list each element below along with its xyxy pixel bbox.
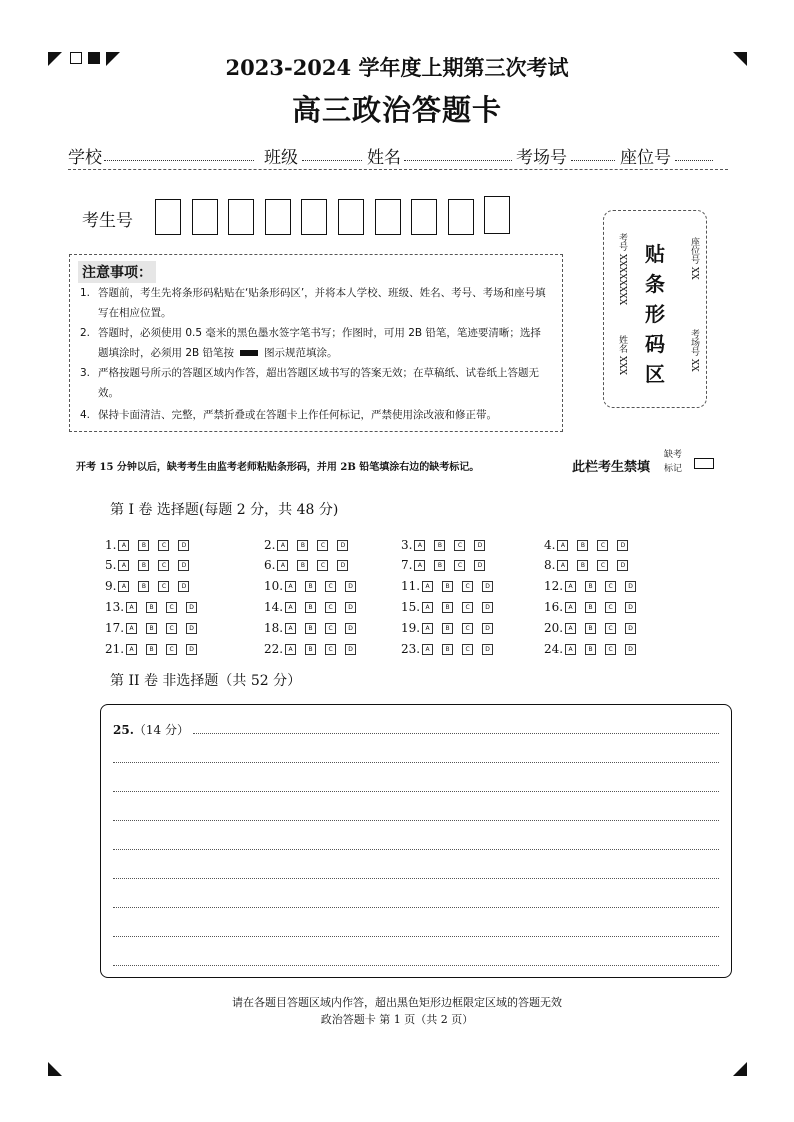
option-bubble-d[interactable]: D bbox=[482, 623, 493, 634]
option-bubble-a[interactable]: A bbox=[118, 581, 129, 592]
option-bubble-c[interactable]: C bbox=[317, 540, 328, 551]
option-bubble-d[interactable]: D bbox=[617, 540, 628, 551]
student-id-digit-box[interactable] bbox=[301, 199, 327, 235]
student-id-digit-box[interactable] bbox=[375, 199, 401, 235]
seat-label: 座位号 bbox=[620, 148, 671, 168]
option-bubble-a[interactable]: A bbox=[565, 581, 576, 592]
option-bubble-d[interactable]: D bbox=[482, 602, 493, 613]
answer-line[interactable] bbox=[113, 849, 719, 850]
barcode-title-char: 条 bbox=[645, 272, 665, 296]
question-number: 13. bbox=[105, 600, 125, 614]
option-bubble-c[interactable]: C bbox=[605, 623, 616, 634]
barcode-sample-seat: 座位号 XX bbox=[689, 237, 699, 280]
option-bubble-c[interactable]: C bbox=[605, 644, 616, 655]
note-item bbox=[80, 323, 550, 363]
option-bubble-a[interactable]: A bbox=[126, 644, 137, 655]
absence-mark-box[interactable] bbox=[694, 458, 714, 469]
answer-line[interactable] bbox=[193, 733, 719, 734]
question-number: 11. bbox=[401, 579, 421, 593]
option-bubble-c[interactable]: C bbox=[454, 560, 465, 571]
option-bubble-c[interactable]: C bbox=[462, 644, 473, 655]
question-number: 6. bbox=[264, 558, 276, 572]
choice-question bbox=[544, 599, 645, 615]
exam-room-field[interactable] bbox=[571, 160, 615, 161]
question-number: 9. bbox=[105, 579, 117, 593]
option-bubble-d[interactable]: D bbox=[482, 581, 493, 592]
option-bubble-a[interactable]: A bbox=[422, 623, 433, 634]
forbidden-label: 此栏考生禁填 bbox=[572, 460, 651, 475]
barcode-title-char: 码 bbox=[645, 332, 665, 356]
option-bubble-b[interactable]: B bbox=[442, 623, 453, 634]
question-number: 5. bbox=[105, 558, 117, 572]
answer-line[interactable] bbox=[113, 965, 719, 966]
option-bubble-b[interactable]: B bbox=[297, 540, 308, 551]
option-bubble-b[interactable]: B bbox=[434, 540, 445, 551]
option-bubble-a[interactable]: A bbox=[422, 602, 433, 613]
answer-line[interactable] bbox=[113, 820, 719, 821]
option-bubble-c[interactable]: C bbox=[317, 560, 328, 571]
choice-question bbox=[544, 557, 637, 573]
question-number: 12. bbox=[544, 579, 564, 593]
barcode-sample-exam-no: 考号 XXXXXXXX bbox=[617, 233, 627, 306]
barcode-title-char: 区 bbox=[645, 362, 665, 386]
note-item bbox=[80, 283, 550, 323]
name-label: 姓名 bbox=[367, 148, 401, 168]
option-bubble-b[interactable]: B bbox=[138, 560, 149, 571]
choice-question bbox=[264, 557, 357, 573]
choice-question bbox=[105, 641, 206, 657]
section1-title: 第 I 卷 选择题(每题 2 分，共 48 分) bbox=[110, 502, 339, 518]
option-bubble-a[interactable]: A bbox=[285, 644, 296, 655]
option-bubble-a[interactable]: A bbox=[414, 540, 425, 551]
option-bubble-c[interactable]: C bbox=[462, 623, 473, 634]
school-field[interactable] bbox=[104, 160, 254, 161]
question-number: 4. bbox=[544, 538, 556, 552]
choice-question bbox=[105, 537, 198, 553]
question-number: 2. bbox=[264, 538, 276, 552]
option-bubble-d[interactable]: D bbox=[337, 560, 348, 571]
option-bubble-a[interactable]: A bbox=[414, 560, 425, 571]
option-bubble-a[interactable]: A bbox=[557, 540, 568, 551]
class-label: 班级 bbox=[264, 148, 298, 168]
option-bubble-d[interactable]: D bbox=[345, 623, 356, 634]
note-text: 严格按题号所示的答题区域内作答，超出答题区域书写的答案无效；在草稿纸、试卷纸上答题无效。 bbox=[98, 367, 539, 399]
choice-question bbox=[544, 537, 637, 553]
barcode-title-char: 贴 bbox=[645, 242, 665, 266]
note-text-after: 图示规范填涂。 bbox=[264, 347, 338, 359]
option-bubble-a[interactable]: A bbox=[118, 560, 129, 571]
option-bubble-d[interactable]: D bbox=[178, 540, 189, 551]
option-bubble-a[interactable]: A bbox=[118, 540, 129, 551]
option-bubble-c[interactable]: C bbox=[462, 581, 473, 592]
section2-title: 第 II 卷 非选择题（共 52 分） bbox=[110, 673, 302, 689]
option-bubble-a[interactable]: A bbox=[285, 602, 296, 613]
option-bubble-d[interactable]: D bbox=[186, 623, 197, 634]
option-bubble-b[interactable]: B bbox=[305, 644, 316, 655]
answer-line[interactable] bbox=[113, 762, 719, 763]
option-bubble-a[interactable]: A bbox=[277, 540, 288, 551]
choice-question bbox=[105, 620, 206, 636]
option-bubble-a[interactable]: A bbox=[565, 644, 576, 655]
option-bubble-d[interactable]: D bbox=[625, 602, 636, 613]
option-bubble-d[interactable]: D bbox=[337, 540, 348, 551]
note-text-before: 答题时，必须使用 0.5 毫米的黑色墨水签字笔书写；作图时，可用 2B 铅笔，笔迹要清晰；选择题填涂时，必须用 2B 铅笔按 bbox=[98, 327, 541, 359]
option-bubble-b[interactable]: B bbox=[305, 602, 316, 613]
choice-question bbox=[105, 557, 198, 573]
option-bubble-c[interactable]: C bbox=[325, 581, 336, 592]
barcode-sample-room: 考场号 XX bbox=[689, 329, 699, 372]
option-bubble-a[interactable]: A bbox=[285, 581, 296, 592]
option-bubble-b[interactable]: B bbox=[442, 602, 453, 613]
student-id-digit-box[interactable] bbox=[228, 199, 254, 235]
question-number: 20. bbox=[544, 621, 564, 635]
barcode-sample-name: 姓名 XXX bbox=[617, 335, 627, 376]
student-id-digit-box[interactable] bbox=[265, 199, 291, 235]
question-number: 7. bbox=[401, 558, 413, 572]
question-number: 22. bbox=[264, 642, 284, 656]
student-id-digit-box[interactable] bbox=[484, 196, 510, 234]
option-bubble-c[interactable]: C bbox=[166, 623, 177, 634]
notes-panel bbox=[69, 254, 563, 432]
question-number: 16. bbox=[544, 600, 564, 614]
choice-question bbox=[105, 599, 206, 615]
choice-question bbox=[264, 599, 365, 615]
option-bubble-b[interactable]: B bbox=[585, 644, 596, 655]
option-bubble-b[interactable]: B bbox=[585, 623, 596, 634]
answer-line[interactable] bbox=[113, 878, 719, 879]
option-bubble-b[interactable]: B bbox=[434, 560, 445, 571]
option-bubble-a[interactable]: A bbox=[422, 644, 433, 655]
filled-mark-example-icon bbox=[240, 350, 258, 356]
note-text: 答题前，考生先将条形码粘贴在‘贴条形码区’，并将本人学校、班级、姓名、考号、考场和座号填写在相应位置。 bbox=[98, 287, 546, 319]
option-bubble-c[interactable]: C bbox=[166, 602, 177, 613]
option-bubble-c[interactable]: C bbox=[605, 602, 616, 613]
choice-question bbox=[105, 578, 198, 594]
question-number: 18. bbox=[264, 621, 284, 635]
question-number: 14. bbox=[264, 600, 284, 614]
question-number: 10. bbox=[264, 579, 284, 593]
school-label: 学校 bbox=[68, 148, 102, 168]
option-bubble-d[interactable]: D bbox=[617, 560, 628, 571]
card-title: 高三政治答题卡 bbox=[291, 93, 502, 127]
exam-title: 2023-2024 学年度上期第三次考试 bbox=[225, 55, 569, 80]
option-bubble-d[interactable]: D bbox=[178, 581, 189, 592]
choice-question bbox=[544, 641, 645, 657]
q25-header bbox=[113, 721, 189, 738]
footer-page: 政治答题卡 第 1 页（共 2 页） bbox=[320, 1013, 474, 1026]
option-bubble-d[interactable]: D bbox=[345, 644, 356, 655]
note-number: 3. bbox=[80, 367, 91, 379]
option-bubble-b[interactable]: B bbox=[577, 540, 588, 551]
option-bubble-a[interactable]: A bbox=[565, 602, 576, 613]
answer-line[interactable] bbox=[113, 791, 719, 792]
student-id-digit-box[interactable] bbox=[448, 199, 474, 235]
corner-mark-bottom-left bbox=[48, 1062, 62, 1076]
note-text: 保持卡面清洁、完整，严禁折叠或在答题卡上作任何标记，严禁使用涂改液和修正带。 bbox=[98, 409, 497, 421]
option-bubble-d[interactable]: D bbox=[178, 560, 189, 571]
question-number: 8. bbox=[544, 558, 556, 572]
option-bubble-c[interactable]: C bbox=[597, 560, 608, 571]
option-bubble-d[interactable]: D bbox=[474, 560, 485, 571]
option-bubble-b[interactable]: B bbox=[585, 581, 596, 592]
option-bubble-c[interactable]: C bbox=[605, 581, 616, 592]
option-bubble-a[interactable]: A bbox=[422, 581, 433, 592]
q25-points: （14 分） bbox=[133, 723, 189, 737]
note-number: 4. bbox=[80, 409, 91, 421]
seat-field[interactable] bbox=[675, 160, 713, 161]
choice-question bbox=[401, 537, 494, 553]
option-bubble-d[interactable]: D bbox=[625, 581, 636, 592]
name-field[interactable] bbox=[404, 160, 512, 161]
q25-answer-box[interactable] bbox=[100, 704, 732, 978]
barcode-area[interactable] bbox=[603, 210, 707, 408]
option-bubble-c[interactable]: C bbox=[158, 540, 169, 551]
absence-notice: 开考 15 分钟以后，缺考考生由监考老师粘贴条形码，并用 2B 铅笔填涂右边的缺考标记。 bbox=[76, 462, 480, 473]
option-bubble-d[interactable]: D bbox=[474, 540, 485, 551]
choice-question bbox=[264, 641, 365, 657]
option-bubble-c[interactable]: C bbox=[454, 540, 465, 551]
option-bubble-b[interactable]: B bbox=[305, 581, 316, 592]
option-bubble-b[interactable]: B bbox=[585, 602, 596, 613]
option-bubble-a[interactable]: A bbox=[126, 602, 137, 613]
student-id-digit-box[interactable] bbox=[411, 199, 437, 235]
option-bubble-c[interactable]: C bbox=[166, 644, 177, 655]
note-text bbox=[98, 323, 548, 363]
choice-question bbox=[264, 578, 365, 594]
footer-warning: 请在各题目答题区域内作答，超出黑色矩形边框限定区域的答题无效 bbox=[232, 996, 562, 1009]
student-info-row bbox=[68, 143, 728, 170]
question-number: 3. bbox=[401, 538, 413, 552]
option-bubble-a[interactable]: A bbox=[565, 623, 576, 634]
option-bubble-a[interactable]: A bbox=[285, 623, 296, 634]
question-number: 17. bbox=[105, 621, 125, 635]
option-bubble-c[interactable]: C bbox=[158, 581, 169, 592]
note-item bbox=[80, 405, 550, 425]
option-bubble-b[interactable]: B bbox=[146, 623, 157, 634]
choice-question bbox=[544, 578, 645, 594]
option-bubble-b[interactable]: B bbox=[577, 560, 588, 571]
option-bubble-d[interactable]: D bbox=[186, 644, 197, 655]
choice-question bbox=[401, 641, 502, 657]
note-number: 2. bbox=[80, 327, 91, 339]
student-id-digit-box[interactable] bbox=[192, 199, 218, 235]
student-id-label: 考生号 bbox=[82, 211, 133, 231]
barcode-area-title bbox=[642, 239, 668, 389]
exam-room-label: 考场号 bbox=[516, 148, 567, 168]
class-field[interactable] bbox=[302, 160, 362, 161]
choice-question bbox=[401, 557, 494, 573]
choice-question bbox=[264, 537, 357, 553]
option-bubble-c[interactable]: C bbox=[597, 540, 608, 551]
option-bubble-c[interactable]: C bbox=[462, 602, 473, 613]
notes-title: 注意事项： bbox=[78, 261, 156, 283]
option-bubble-d[interactable]: D bbox=[345, 602, 356, 613]
note-number: 1. bbox=[80, 287, 91, 299]
choice-question bbox=[401, 620, 502, 636]
option-bubble-c[interactable]: C bbox=[325, 602, 336, 613]
question-number: 21. bbox=[105, 642, 125, 656]
barcode-title-char: 形 bbox=[645, 302, 665, 326]
option-bubble-a[interactable]: A bbox=[277, 560, 288, 571]
option-bubble-b[interactable]: B bbox=[297, 560, 308, 571]
option-bubble-d[interactable]: D bbox=[345, 581, 356, 592]
option-bubble-b[interactable]: B bbox=[442, 581, 453, 592]
choice-question bbox=[401, 578, 502, 594]
question-number: 24. bbox=[544, 642, 564, 656]
option-bubble-a[interactable]: A bbox=[126, 623, 137, 634]
option-bubble-c[interactable]: C bbox=[325, 623, 336, 634]
answer-line[interactable] bbox=[113, 936, 719, 937]
option-bubble-d[interactable]: D bbox=[625, 623, 636, 634]
option-bubble-a[interactable]: A bbox=[557, 560, 568, 571]
option-bubble-d[interactable]: D bbox=[482, 644, 493, 655]
option-bubble-b[interactable]: B bbox=[138, 540, 149, 551]
question-number: 19. bbox=[401, 621, 421, 635]
option-bubble-c[interactable]: C bbox=[325, 644, 336, 655]
option-bubble-c[interactable]: C bbox=[158, 560, 169, 571]
choice-question bbox=[264, 620, 365, 636]
option-bubble-b[interactable]: B bbox=[146, 644, 157, 655]
question-number: 15. bbox=[401, 600, 421, 614]
note-item bbox=[80, 363, 550, 403]
option-bubble-b[interactable]: B bbox=[442, 644, 453, 655]
option-bubble-d[interactable]: D bbox=[625, 644, 636, 655]
student-id-digit-box[interactable] bbox=[338, 199, 364, 235]
answer-line[interactable] bbox=[113, 907, 719, 908]
choice-question bbox=[544, 620, 645, 636]
option-bubble-b[interactable]: B bbox=[138, 581, 149, 592]
corner-mark-bottom-right bbox=[733, 1062, 747, 1076]
question-number: 1. bbox=[105, 538, 117, 552]
student-id-digit-box[interactable] bbox=[155, 199, 181, 235]
option-bubble-d[interactable]: D bbox=[186, 602, 197, 613]
choice-question bbox=[401, 599, 502, 615]
absence-mark-label: 缺考标记 bbox=[664, 450, 683, 474]
option-bubble-b[interactable]: B bbox=[146, 602, 157, 613]
option-bubble-b[interactable]: B bbox=[305, 623, 316, 634]
q25-number: 25. bbox=[113, 723, 134, 737]
question-number: 23. bbox=[401, 642, 421, 656]
